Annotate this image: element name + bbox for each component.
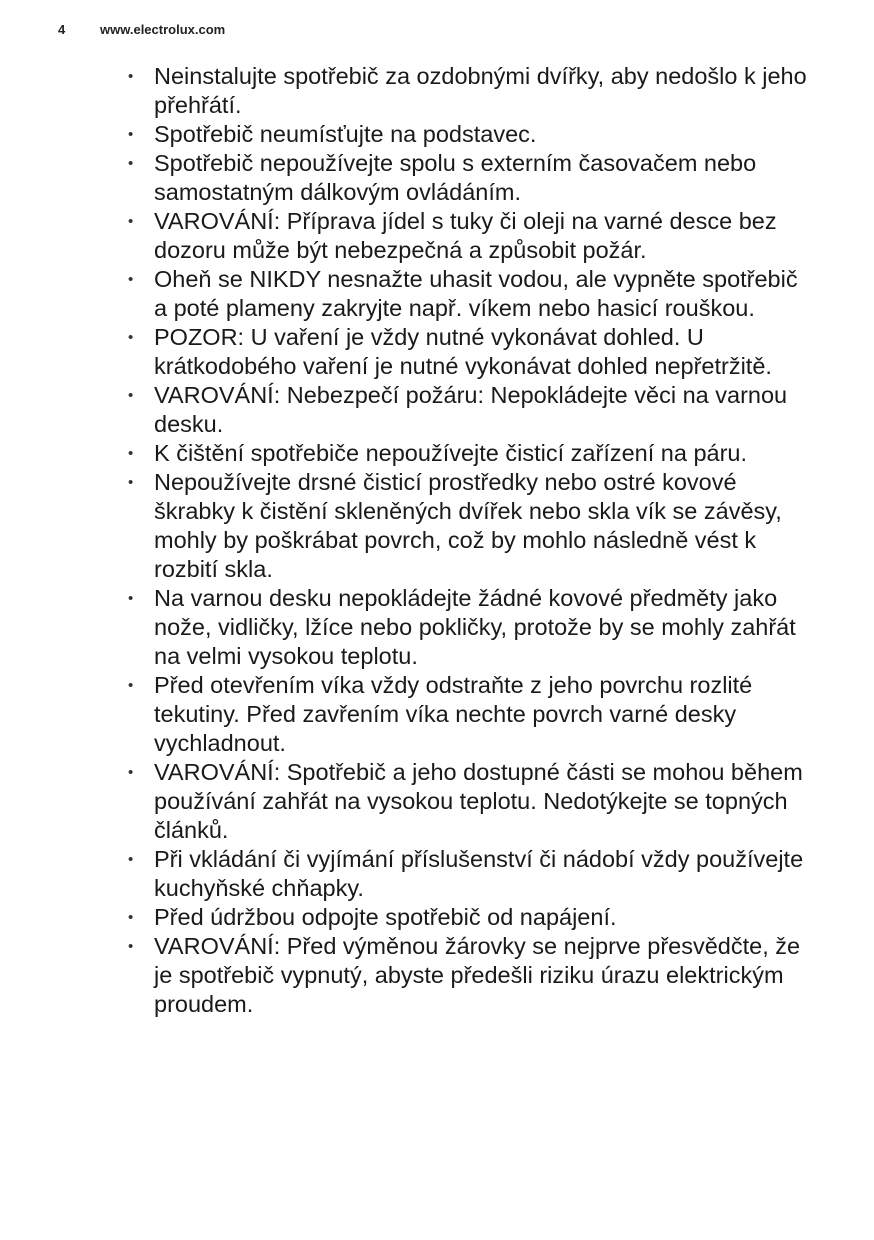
list-item-text: Před údržbou odpojte spotřebič od napájení.: [154, 904, 617, 930]
bullet-icon: •: [128, 329, 134, 346]
list-item: [128, 381, 808, 439]
bullet-icon: •: [128, 68, 134, 85]
bullet-icon: •: [128, 445, 134, 462]
list-item: [128, 62, 808, 120]
safety-instructions: [128, 62, 808, 1019]
bullet-icon: •: [128, 851, 134, 868]
bullet-icon: •: [128, 909, 134, 926]
list-item: [128, 903, 808, 932]
list-item-text: Oheň se NIKDY nesnažte uhasit vodou, ale vypněte spotřebič a poté plameny zakryjte např. víkem nebo hasicí rouškou.: [154, 266, 798, 321]
list-item-text: Neinstalujte spotřebič za ozdobnými dvířky, aby nedošlo k jeho přehřátí.: [154, 63, 807, 118]
page-number: 4: [58, 22, 66, 37]
bullet-icon: •: [128, 126, 134, 143]
list-item: [128, 207, 808, 265]
warning-list: [128, 62, 808, 1019]
bullet-icon: •: [128, 155, 134, 172]
bullet-icon: •: [128, 764, 134, 781]
website-link[interactable]: www.electrolux.com: [100, 22, 226, 37]
bullet-icon: •: [128, 677, 134, 694]
list-item: [128, 265, 808, 323]
list-item-text: VAROVÁNÍ: Příprava jídel s tuky či oleji na varné desce bez dozoru může být nebezpečná a způsobit požár.: [154, 208, 777, 263]
list-item-text: VAROVÁNÍ: Před výměnou žárovky se nejprve přesvědčte, že je spotřebič vypnutý, abyste předešli riziku úrazu elektrickým proudem.: [154, 933, 801, 1017]
bullet-icon: •: [128, 590, 134, 607]
list-item-text: Spotřebič neumísťujte na podstavec.: [154, 121, 537, 147]
list-item-text: Spotřebič nepoužívejte spolu s externím časovačem nebo samostatným dálkovým ovládáním.: [154, 150, 757, 205]
list-item-text: Při vkládání či vyjímání příslušenství či nádobí vždy používejte kuchyňské chňapky.: [154, 846, 804, 901]
list-item-text: Před otevřením víka vždy odstraňte z jeho povrchu rozlité tekutiny. Před zavřením víka nechte povrch varné desky vychladnout.: [154, 672, 753, 756]
list-item: [128, 758, 808, 845]
list-item: [128, 120, 808, 149]
list-item: [128, 845, 808, 903]
list-item: [128, 468, 808, 584]
page-header: [58, 22, 225, 37]
bullet-icon: •: [128, 938, 134, 955]
list-item: [128, 584, 808, 671]
list-item: [128, 149, 808, 207]
list-item-text: VAROVÁNÍ: Nebezpečí požáru: Nepokládejte věci na varnou desku.: [154, 382, 788, 437]
list-item: [128, 671, 808, 758]
bullet-icon: •: [128, 474, 134, 491]
list-item: [128, 323, 808, 381]
list-item: [128, 932, 808, 1019]
bullet-icon: •: [128, 387, 134, 404]
bullet-icon: •: [128, 271, 134, 288]
list-item-text: K čištění spotřebiče nepoužívejte čisticí zařízení na páru.: [154, 440, 748, 466]
list-item-text: Na varnou desku nepokládejte žádné kovové předměty jako nože, vidličky, lžíce nebo pokličky, protože by se mohly zahřát na velmi vysokou teplotu.: [154, 585, 796, 669]
bullet-icon: •: [128, 213, 134, 230]
list-item-text: POZOR: U vaření je vždy nutné vykonávat dohled. U krátkodobého vaření je nutné vykonávat dohled nepřetržitě.: [154, 324, 772, 379]
list-item-text: VAROVÁNÍ: Spotřebič a jeho dostupné části se mohou během používání zahřát na vysokou teplotu. Nedotýkejte se topných článků.: [154, 759, 803, 843]
list-item: [128, 439, 808, 468]
list-item-text: Nepoužívejte drsné čisticí prostředky nebo ostré kovové škrabky k čistění skleněných dvířek nebo skla vík se závěsy, mohly by poškrábat povrch, což by mohlo následně vést k rozbití skla.: [154, 469, 782, 582]
